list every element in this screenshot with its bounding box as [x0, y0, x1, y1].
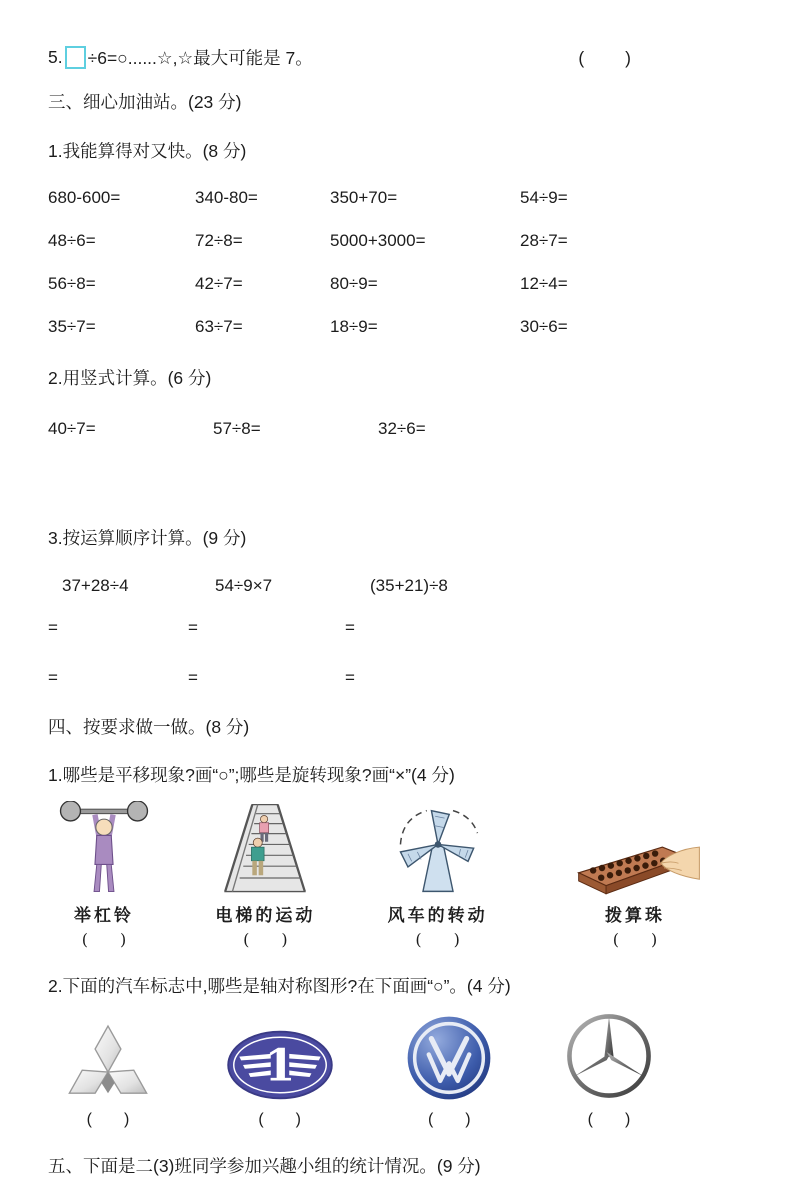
weightlifting-icon	[54, 801, 154, 897]
abacus-icon	[555, 831, 715, 897]
oral-calc-grid	[48, 188, 745, 360]
svg-text:1: 1	[264, 1039, 296, 1092]
equals-sign: =	[188, 668, 198, 687]
work-space	[48, 439, 745, 525]
car-logos-row	[48, 1010, 745, 1129]
section-3-title: 三、细心加油站。(23 分)	[48, 92, 242, 112]
oral-problem: 72÷8=	[195, 231, 243, 250]
figure-abacus	[549, 831, 721, 950]
mercedes-logo-icon	[563, 1010, 655, 1102]
logo-answer-parens: ( )	[587, 1111, 631, 1128]
oral-problem: 30÷6=	[520, 317, 568, 336]
oral-problem: 340-80=	[195, 188, 258, 207]
equals-sign: =	[188, 618, 198, 637]
figure-caption: 电梯的运动	[215, 906, 316, 926]
oral-problem: 5000+3000=	[330, 231, 426, 250]
figure-answer-parens: ( )	[612, 930, 658, 949]
figure-caption: 拨算珠	[604, 906, 665, 926]
figure-weightlifting	[48, 801, 160, 950]
order-expressions-row	[48, 576, 745, 596]
question-5-line	[48, 44, 745, 70]
oral-problem: 63÷7=	[195, 317, 243, 336]
figure-answer-parens: ( )	[243, 930, 288, 949]
equals-row	[48, 668, 745, 688]
equals-sign: =	[345, 668, 355, 687]
vw-logo-icon	[405, 1014, 493, 1102]
question-motion-text: 1.哪些是平移现象?画“○”;哪些是旋转现象?画“×”(4 分)	[48, 765, 455, 785]
figure-escalator	[204, 801, 326, 950]
order-calc-title: 3.按运算顺序计算。(9 分)	[48, 528, 247, 548]
oral-problem: 680-600=	[48, 188, 121, 207]
oral-problem: 80÷9=	[330, 274, 378, 293]
section-4-title: 四、按要求做一做。(8 分)	[48, 717, 250, 737]
figure-answer-parens: ( )	[415, 930, 460, 949]
equals-sign: =	[345, 618, 355, 637]
oral-problem: 42÷7=	[195, 274, 243, 293]
order-expression: (35+21)÷8	[370, 576, 448, 595]
vertical-calc-row	[48, 419, 745, 439]
pinwheel-icon	[382, 805, 494, 897]
logo-answer-parens: ( )	[86, 1111, 130, 1128]
oral-problem: 56÷8=	[48, 274, 96, 293]
logo-faw	[224, 1028, 336, 1129]
figure-caption: 风车的转动	[387, 906, 488, 926]
question-5-text: ÷6=○......☆,☆最大可能是 7。	[87, 47, 313, 68]
vertical-problem: 32÷6=	[378, 419, 426, 438]
oral-problem: 35÷7=	[48, 317, 96, 336]
oral-problem: 48÷6=	[48, 231, 96, 250]
question-symmetry-text: 2.下面的汽车标志中,哪些是轴对称图形?在下面画“○”。(4 分)	[48, 976, 511, 996]
logo-answer-parens: ( )	[258, 1111, 301, 1128]
mitsubishi-logo-icon	[62, 1020, 154, 1102]
question-5-number: 5.	[48, 46, 63, 67]
logo-answer-parens: ( )	[427, 1111, 471, 1128]
equals-row	[48, 618, 745, 638]
vertical-problem: 40÷7=	[48, 419, 96, 438]
motion-figures-row	[48, 801, 745, 950]
oral-problem: 18÷9=	[330, 317, 378, 336]
logo-mercedes	[563, 1010, 655, 1129]
answer-parens: ( )	[578, 47, 633, 68]
oral-problem: 12÷4=	[520, 274, 568, 293]
blank-answer-box	[65, 46, 86, 69]
oral-problem: 350+70=	[330, 188, 398, 207]
equals-sign: =	[48, 668, 58, 687]
oral-calc-title: 1.我能算得对又快。(8 分)	[48, 141, 247, 161]
equals-sign: =	[48, 618, 58, 637]
oral-problem: 28÷7=	[520, 231, 568, 250]
faw-logo-icon	[224, 1028, 336, 1102]
escalator-icon	[217, 801, 313, 897]
vertical-calc-title: 2.用竖式计算。(6 分)	[48, 368, 212, 388]
figure-caption: 举杠铃	[74, 906, 134, 926]
vertical-problem: 57÷8=	[213, 419, 261, 438]
order-expression: 37+28÷4	[62, 576, 129, 595]
logo-mitsubishi	[62, 1020, 154, 1129]
section-5-title: 五、下面是二(3)班同学参加兴趣小组的统计情况。(9 分)	[48, 1156, 481, 1176]
figure-answer-parens: ( )	[81, 930, 127, 949]
order-expression: 54÷9×7	[215, 576, 273, 595]
figure-pinwheel	[371, 805, 505, 950]
oral-problem: 54÷9=	[520, 188, 568, 207]
logo-volkswagen	[405, 1014, 493, 1129]
